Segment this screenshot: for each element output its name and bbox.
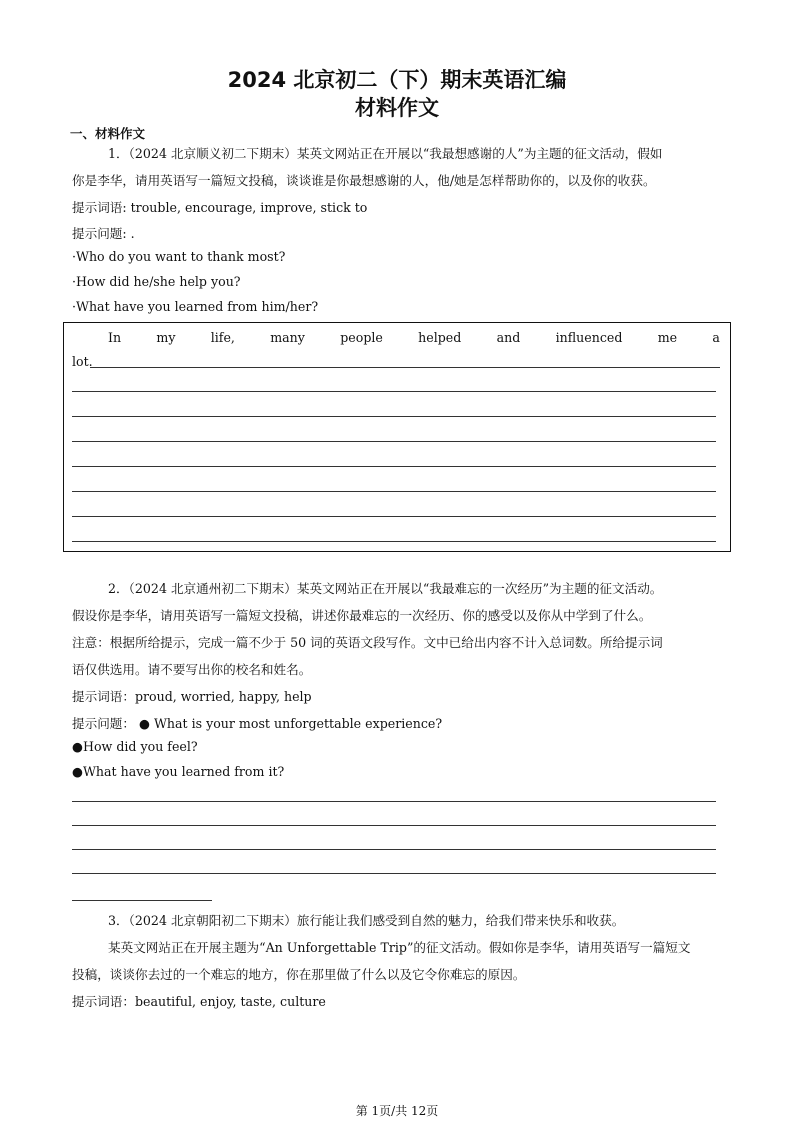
answer-word: a [712,330,720,345]
q3-prompt-line3: 投稿，谈谈你去过的一个难忘的地方，你在那里做了什么以及它令你难忘的原因。 [72,967,526,982]
document-subtitle: 材料作文 [355,96,439,120]
q3-prompt-line1: 3．（2024 北京朝阳初二下期末）旅行能让我们感受到自然的魅力，给我们带来快乐和收获。 [108,913,625,928]
q2-prompt-line1: 2．（2024 北京通州初二下期末）某英文网站正在开展以“我最难忘的一次经历”为主题的征文活动。 [108,581,663,596]
writing-line[interactable] [72,541,716,542]
section-heading: 一、材料作文 [70,126,146,141]
answer-word: me [657,330,678,345]
writing-line[interactable] [72,416,716,417]
q3-hint-words: 提示词语：beautiful, enjoy, taste, culture [72,994,326,1009]
writing-line[interactable] [72,873,716,874]
q1-prompt-line1: 1．（2024 北京顺义初二下期末）某英文网站正在开展以“我最想感谢的人”为主题的征文活动，假如 [108,146,663,161]
answer-word: people [340,330,383,345]
q2-bullet-1: ●How did you feel? [72,739,198,754]
q2-writing-lines[interactable] [72,801,716,874]
writing-line[interactable] [72,849,716,850]
writing-line[interactable] [72,466,716,467]
writing-line[interactable] [72,825,716,826]
q1-bullet-2: ·How did he/she help you? [72,274,241,289]
answer-word: and [496,330,521,345]
q2-hint-words: 提示词语：proud, worried, happy, help [72,689,312,704]
answer-word: helped [418,330,462,345]
answer-word: life, [210,330,235,345]
q1-prompt-line2: 你是李华，请用英语写一篇短文投稿，谈谈谁是你最想感谢的人，他/她是怎样帮助你的，以及你的收获。 [72,173,656,188]
q3-prompt-line2: 某英文网站正在开展主题为“An Unforgettable Trip”的征文活动。假如你是李华，请用英语写一篇短文 [108,940,691,955]
q1-answer-continue: lot. [72,354,93,369]
answer-word: many [270,330,305,345]
page-number: 第 1页/共 12页 [355,1104,439,1118]
writing-line[interactable] [72,441,716,442]
q2-note-line2: 语仅供选用。请不要写出你的校名和姓名。 [72,662,312,677]
writing-line[interactable] [72,391,716,392]
q1-hint-questions: 提示问题: . [72,226,135,241]
q1-answer-first-line [108,330,720,345]
writing-line[interactable] [72,801,716,802]
writing-line[interactable] [72,491,716,492]
q1-bullet-1: ·Who do you want to thank most? [72,249,286,264]
writing-line[interactable] [72,516,716,517]
q2-prompt-line2: 假设你是李华，请用英语写一篇短文投稿，讲述你最难忘的一次经历、你的感受以及你从中学到了什么。 [72,608,652,623]
writing-line-short[interactable] [72,900,212,901]
answer-word: my [156,330,176,345]
q2-hint-questions: 提示问题： ● What is your most unforgettable experience? [72,716,443,731]
q2-note-line1: 注意：根据所给提示，完成一篇不少于 50 词的英语文段写作。文中已给出内容不计入总词数。所给提示词 [72,635,663,650]
q1-writing-lines[interactable] [72,391,716,542]
q1-bullet-3: ·What have you learned from him/her? [72,299,319,314]
q2-bullet-2: ●What have you learned from it? [72,764,285,779]
q1-hint-words: 提示词语: trouble, encourage, improve, stick to [72,200,368,215]
writing-line[interactable] [90,367,720,368]
answer-word: In [108,330,122,345]
answer-word: influenced [555,330,623,345]
document-title: 2024 北京初二（下）期末英语汇编 [227,68,567,92]
